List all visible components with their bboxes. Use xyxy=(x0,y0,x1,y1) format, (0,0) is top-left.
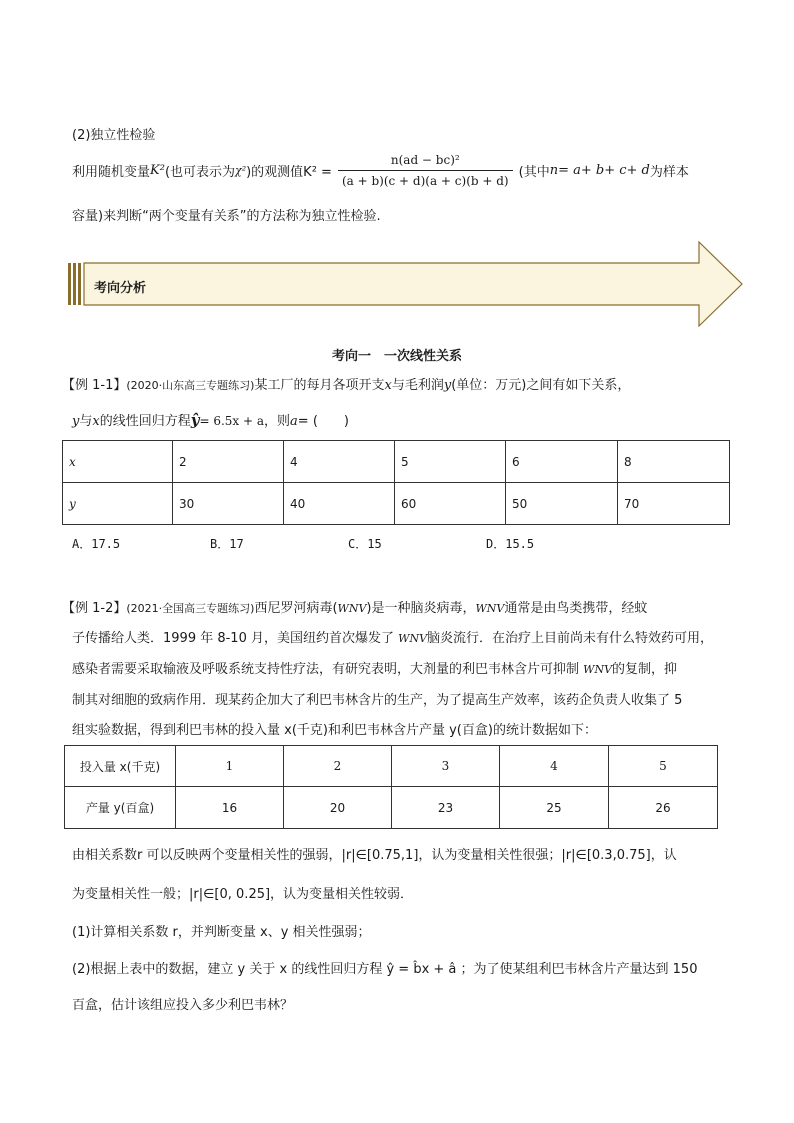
var-a: a xyxy=(290,414,298,429)
option-d: D．15.5 xyxy=(486,537,535,551)
section2-text-c: )的观测值K² = xyxy=(246,164,332,180)
ex12-line1 xyxy=(62,597,647,616)
table-cell: 8 xyxy=(618,441,730,483)
row-label-input: 投入量 x(千克) xyxy=(65,746,176,787)
banner-label: 考向分析 xyxy=(94,281,147,296)
section2-text-a: 利用随机变量 xyxy=(72,164,151,180)
k2-denominator: (a + b)(c + d)(a + c)(b + d) xyxy=(341,173,509,188)
var-y: y xyxy=(443,378,452,393)
correlation-line2: 为变量相关性一般；|r|∈[0, 0.25]，认为变量相关性较弱． xyxy=(72,887,414,902)
section2-line1 xyxy=(72,150,689,190)
table-cell: 16 xyxy=(176,787,284,829)
table-cell: 3 xyxy=(392,746,500,787)
table-cell: 2 xyxy=(284,746,392,787)
ex12-tag: 【例 1-2】 xyxy=(62,601,127,616)
wnv-abbr: WNV xyxy=(475,602,505,615)
table-cell: 23 xyxy=(392,787,500,829)
banner-arrow-shape xyxy=(84,242,742,326)
ex11-text: ，则 xyxy=(264,414,291,429)
section2-text-b: (也可表示为 xyxy=(164,164,236,180)
table-row xyxy=(65,787,718,829)
ex11-line2 xyxy=(72,410,349,429)
table-row xyxy=(63,483,730,525)
table-cell: 70 xyxy=(618,483,730,525)
banner-stripe xyxy=(73,263,76,305)
section2-text-e: 为样本 xyxy=(649,164,689,180)
var-y: y xyxy=(72,414,80,429)
n-expression: n= a+ b+ c+ d xyxy=(549,162,650,178)
ex11-text: (单位：万元)之间有如下关系， xyxy=(451,378,631,393)
ex11-text: = ( ) xyxy=(297,414,349,429)
ex12-line3 xyxy=(72,658,677,677)
ex12-text: 的复制，抑 xyxy=(612,662,678,677)
table-row xyxy=(63,441,730,483)
table-cell: 4 xyxy=(284,441,395,483)
wnv-abbr: WNV xyxy=(398,632,428,645)
table-cell: 5 xyxy=(609,746,718,787)
y-hat-symbol: ŷ xyxy=(190,411,200,429)
table-cell: 20 xyxy=(284,787,392,829)
direction-banner xyxy=(66,240,746,328)
ex11-line1 xyxy=(62,374,630,393)
table-cell: 50 xyxy=(506,483,618,525)
option-a: A．17.5 xyxy=(72,537,121,551)
row-label-y: y xyxy=(63,483,173,525)
ex12-text: 脑炎流行．在治疗上目前尚未有什么特效药可用， xyxy=(427,631,714,646)
wnv-abbr: WNV xyxy=(583,663,613,676)
ex12-line4: 制其对细胞的致病作用．现某药企加大了利巴韦林含片的生产，为了提高生产效率，该药企负责人收集了 5 xyxy=(72,693,683,708)
k2-symbol: K² xyxy=(150,162,165,178)
option-c: C．15 xyxy=(348,537,382,551)
ex12-text: 子传播给人类．1999 年 8-10 月，美国纽约首次爆发了 xyxy=(72,631,394,646)
correlation-line1: 由相关系数r 可以反映两个变量相关性的强弱，|r|∈[0.75,1]，认为变量相关性很强；|r|∈[0.3,0.75]，认 xyxy=(72,848,677,863)
row-label-output: 产量 y(百盒) xyxy=(65,787,176,829)
table-row xyxy=(65,746,718,787)
ex12-text: 感染者需要采取输液及呼吸系统支持性疗法，有研究表明，大剂量的利巴韦林含片可抑制 xyxy=(72,662,580,677)
k2-formula xyxy=(338,153,513,188)
ex12-text: 通常是由鸟类携带，经蚊 xyxy=(504,601,648,616)
k2-numerator: n(ad − bc)² xyxy=(338,153,513,171)
table-cell: 26 xyxy=(609,787,718,829)
ex12-text: 西尼罗河病毒( xyxy=(254,601,338,616)
ex11-text: 与毛利润 xyxy=(391,378,444,393)
ex12-text: )是一种脑炎病毒， xyxy=(366,601,476,616)
wnv-abbr: WNV xyxy=(337,602,367,615)
option-b: B．17 xyxy=(210,537,244,551)
question-1: (1)计算相关系数 r，并判断变量 x、y 相关性强弱； xyxy=(72,925,371,940)
section2-line2: 容量)来判断“两个变量有关系”的方法称为独立性检验. xyxy=(72,209,381,224)
ex11-text: 的线性回归方程 xyxy=(99,414,191,429)
table-cell: 4 xyxy=(500,746,609,787)
table-cell: 30 xyxy=(173,483,284,525)
ex11-table xyxy=(62,440,730,525)
ex12-line5: 组实验数据，得到利巴韦林的投入量 x(千克)和利巴韦林含片产量 y(百盒)的统计数据如下： xyxy=(72,723,597,738)
regression-equation: = 6.5x + a xyxy=(199,414,265,428)
question-2: (2)根据上表中的数据，建立 y 关于 x 的线性回归方程 ŷ = b̂x + â ；为了使某组利巴韦林含片产量达到 150 xyxy=(72,962,698,977)
table-cell: 40 xyxy=(284,483,395,525)
question-2-cont: 百盒，估计该组应投入多少利巴韦林？ xyxy=(72,998,294,1013)
table-cell: 25 xyxy=(500,787,609,829)
ex12-table xyxy=(64,745,718,829)
banner-stripe xyxy=(78,263,81,305)
ex11-text: 某工厂的每月各项开支 xyxy=(254,378,385,393)
row-label-x: x xyxy=(63,441,173,483)
table-cell: 2 xyxy=(173,441,284,483)
ex11-text: 与 xyxy=(79,414,93,429)
table-cell: 5 xyxy=(395,441,506,483)
section2-heading: (2)独立性检验 xyxy=(72,128,156,143)
var-x: x xyxy=(92,414,100,429)
ex12-line2 xyxy=(72,627,713,646)
section2-text-d: (其中 xyxy=(518,164,550,180)
chi2-symbol: χ² xyxy=(235,163,247,177)
table-cell: 1 xyxy=(176,746,284,787)
ex11-source: (2020·山东高三专题练习) xyxy=(126,379,255,392)
var-x: x xyxy=(384,378,392,393)
ex12-source: (2021·全国高三专题练习) xyxy=(126,602,255,615)
ex11-tag: 【例 1-1】 xyxy=(62,378,127,393)
direction1-title: 考向一 一次线性关系 xyxy=(331,349,462,364)
banner-stripe xyxy=(68,263,71,305)
table-cell: 6 xyxy=(506,441,618,483)
table-cell: 60 xyxy=(395,483,506,525)
